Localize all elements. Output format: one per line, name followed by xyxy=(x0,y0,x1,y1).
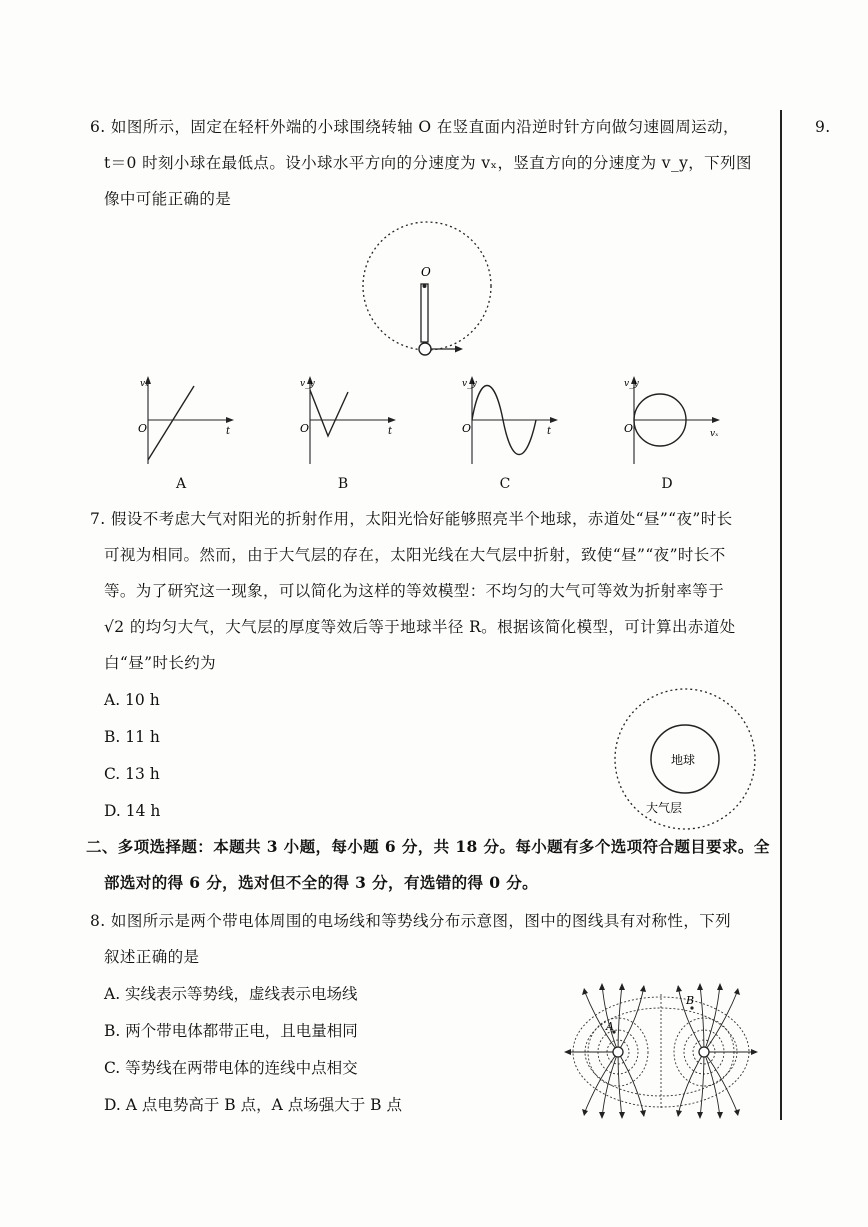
q7-option-a: A. 10 h xyxy=(104,691,160,709)
axis-label: O xyxy=(421,265,431,279)
light-rod xyxy=(421,284,428,342)
graph-d-origin: O xyxy=(624,422,634,435)
section2-line1: 二、多项选择题：本题共 3 小题，每小题 6 分，共 18 分。每小题有多个选项符合题目要求。全 xyxy=(86,837,770,856)
charged-body-left xyxy=(613,1047,623,1057)
q8-option-a: A. 实线表示等势线，虚线表示电场线 xyxy=(104,985,358,1003)
graph-d-option: D xyxy=(661,476,673,492)
q7-option-d: D. 14 h xyxy=(104,802,161,820)
column-divider xyxy=(780,110,782,1120)
graph-c-ylabel: v_y xyxy=(462,379,477,389)
graph-c-origin: O xyxy=(462,422,472,435)
graph-b-option: B xyxy=(337,476,349,492)
graph-a-ylabel: vₓ xyxy=(140,379,149,389)
q7-line4: √2 的均匀大气，大气层的厚度等效后等于地球半径 R。根据该简化模型，可计算出赤道处 xyxy=(104,618,736,636)
q7-line3: 等。为了研究这一现象，可以简化为这样的等效模型：不均匀的大气可等效为折射率等于 xyxy=(104,582,725,600)
q6-graph-c xyxy=(452,372,564,472)
q6-line3: 像中可能正确的是 xyxy=(104,190,232,208)
point-a-label: A xyxy=(606,1020,614,1033)
atmosphere-label: 大气层 xyxy=(646,801,683,815)
graph-a-xlabel: t xyxy=(226,426,231,437)
section2-line2: 部选对的得 6 分，选对但不全的得 3 分，有选错的得 0 分。 xyxy=(104,873,539,892)
graph-a-option: A xyxy=(175,476,187,492)
graph-a-origin: O xyxy=(138,422,148,435)
graph-b-xlabel: t xyxy=(388,426,393,437)
q8-option-b: B. 两个带电体都带正电，且电量相同 xyxy=(104,1022,358,1040)
q7-line5: 白“昼”时长约为 xyxy=(104,654,217,672)
q7-earth-atmosphere-figure xyxy=(608,682,764,838)
ball xyxy=(419,343,431,355)
q6-graph-b xyxy=(290,372,402,472)
graph-b-ylabel: v_y xyxy=(300,379,315,389)
q7-line1: 7. 假设不考虑大气对阳光的折射作用，太阳光恰好能够照亮半个地球，赤道处“昼”“夜”时长 xyxy=(90,510,733,528)
q8-line1: 8. 如图所示是两个带电体周围的电场线和等势线分布示意图，图中的图线具有对称性，下列 xyxy=(90,912,732,930)
q8-option-d: D. A 点电势高于 B 点，A 点场强大于 B 点 xyxy=(104,1096,402,1114)
axis-point xyxy=(423,284,427,288)
q8-line2: 叙述正确的是 xyxy=(104,948,200,966)
q7-line2: 可视为相同。然而，由于大气层的存在，太阳光线在大气层中折射，致使“昼”“夜”时长不 xyxy=(104,546,726,564)
q6-graph-d xyxy=(614,372,726,472)
q6-line2: t＝0 时刻小球在最低点。设小球水平方向的分速度为 vₓ，竖直方向的分速度为 v_y，下列图 xyxy=(104,154,752,172)
graph-d-xlabel: vₓ xyxy=(710,429,719,439)
graph-c-xlabel: t xyxy=(547,426,552,437)
q6-rotation-figure xyxy=(355,210,505,360)
q7-option-b: B. 11 h xyxy=(104,728,160,746)
q6-graph-a xyxy=(128,372,240,472)
point-b-label: B xyxy=(686,994,695,1007)
graph-a-curve xyxy=(148,386,194,460)
next-column-question-number: 9. xyxy=(815,118,831,136)
graph-b-origin: O xyxy=(300,422,310,435)
graph-b-curve xyxy=(310,390,348,436)
q7-option-c: C. 13 h xyxy=(104,765,160,783)
q8-field-line-figure xyxy=(562,980,760,1120)
charged-body-right xyxy=(699,1047,709,1057)
graph-c-option: C xyxy=(499,476,511,492)
graph-d-ylabel: v_y xyxy=(624,379,639,389)
earth-label: 地球 xyxy=(671,753,696,767)
q6-line1: 6. 如图所示，固定在轻杆外端的小球围绕转轴 O 在竖直面内沿逆时针方向做匀速圆周运动， xyxy=(90,118,739,136)
q8-option-c: C. 等势线在两带电体的连线中点相交 xyxy=(104,1059,358,1077)
